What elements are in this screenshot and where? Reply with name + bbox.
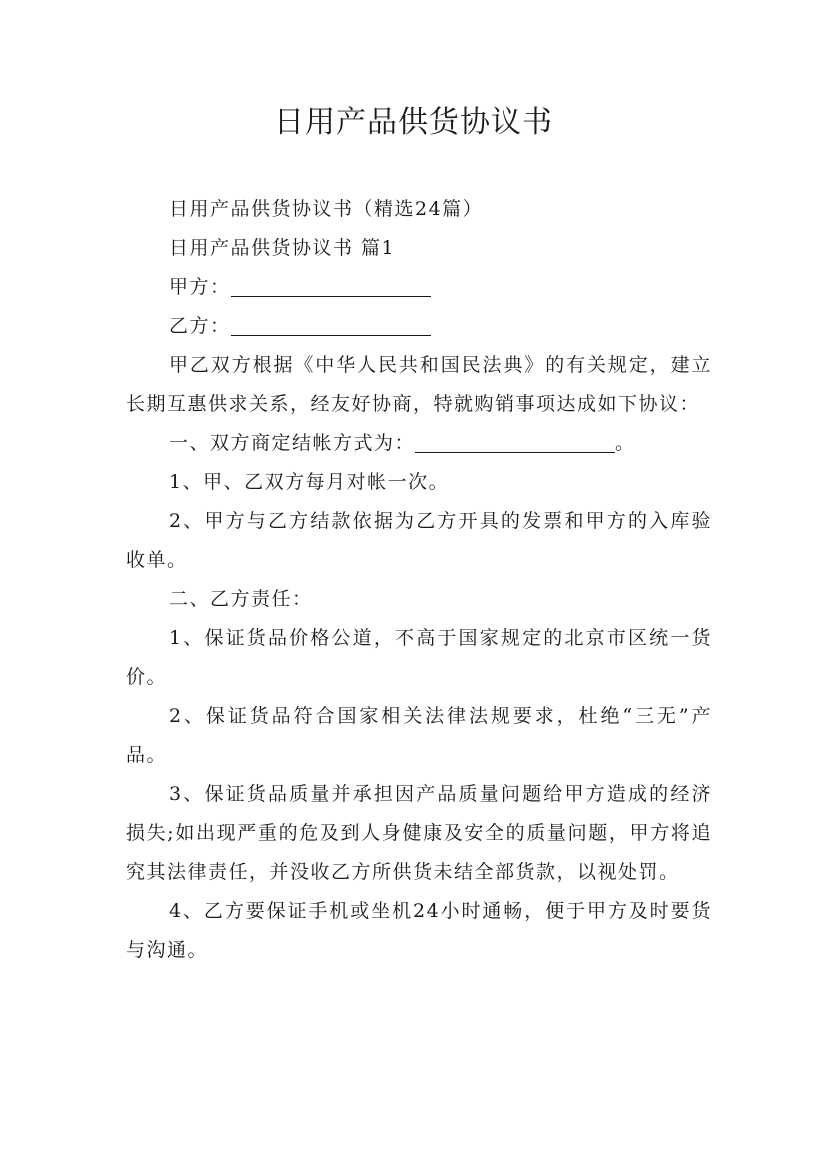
party-a-label: 甲方： xyxy=(169,276,231,298)
party-b-label: 乙方： xyxy=(169,315,231,337)
party-a-line xyxy=(126,268,712,307)
clause-2-item-2: 2、保证货品符合国家相关法律法规要求，杜绝“三无”产品。 xyxy=(126,705,712,766)
clause-1-item-2: 2、甲方与乙方结款依据为乙方开具的发票和甲方的入库验收单。 xyxy=(126,510,712,571)
clause-2-item-1: 1、保证货品价格公道，不高于国家规定的北京市区统一货价。 xyxy=(126,627,712,688)
subtitle-line: 日用产品供货协议书（精选24篇） xyxy=(169,198,484,220)
clause-2-heading: 二、乙方责任： xyxy=(169,588,313,610)
document-title: 日用产品供货协议书 xyxy=(274,105,553,140)
document-body xyxy=(126,190,712,970)
clause-1-heading xyxy=(126,424,712,463)
party-b-line xyxy=(126,307,712,346)
settlement-method-blank xyxy=(415,430,615,453)
intro-paragraph: 甲乙双方根据《中华人民共和国民法典》的有关规定，建立长期互惠供求关系，经友好协商，特就购销事项达成如下协议： xyxy=(126,354,712,415)
party-b-blank xyxy=(231,313,431,336)
clause-2-item-4: 4、乙方要保证手机或坐机24小时通畅，便于甲方及时要货与沟通。 xyxy=(126,900,712,961)
clause-1-item-1: 1、甲、乙双方每月对帐一次。 xyxy=(169,471,450,493)
section-heading: 日用产品供货协议书 篇1 xyxy=(169,237,396,259)
clause-1-prefix: 一、双方商定结帐方式为： xyxy=(169,432,416,454)
clause-1-suffix: 。 xyxy=(615,432,636,454)
party-a-blank xyxy=(231,274,431,297)
clause-2-item-3: 3、保证货品质量并承担因产品质量问题给甲方造成的经济损失;如出现严重的危及到人身健康及安全的质量问题，甲方将追究其法律责任，并没收乙方所供货未结全部货款，以视处罚。 xyxy=(126,783,712,883)
